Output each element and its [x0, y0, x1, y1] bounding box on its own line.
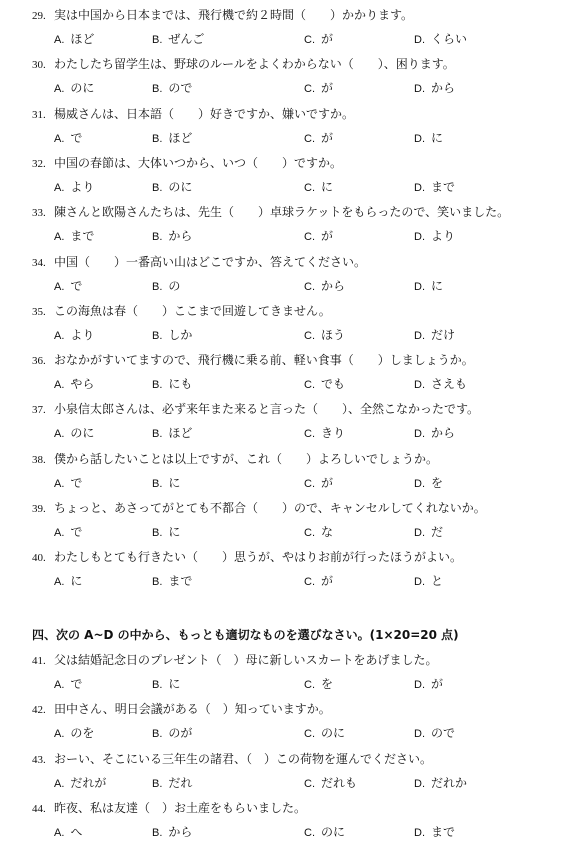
- option-letter: D.: [414, 132, 425, 145]
- option-text: に: [168, 475, 181, 490]
- question-line: [32, 799, 572, 817]
- option-letter: A.: [54, 34, 65, 46]
- option-text: ほう: [321, 327, 346, 342]
- option-text: で: [70, 278, 83, 293]
- option-text: より: [70, 327, 95, 342]
- option-text: で: [70, 525, 83, 539]
- option-letter: A.: [54, 777, 65, 790]
- question-number: 32.: [32, 157, 46, 170]
- option-d[interactable]: [414, 572, 443, 591]
- option-d[interactable]: [414, 79, 455, 98]
- option-letter: A.: [54, 83, 65, 96]
- option-letter: A.: [54, 181, 65, 194]
- option-a[interactable]: [54, 572, 82, 591]
- option-b[interactable]: [152, 724, 192, 743]
- option-c[interactable]: [304, 424, 345, 443]
- option-text: のに: [70, 426, 95, 441]
- question-line: [32, 55, 572, 73]
- option-text: が: [321, 229, 334, 244]
- option-letter: D.: [414, 83, 425, 96]
- option-a[interactable]: [54, 326, 94, 345]
- option-letter: A.: [54, 527, 65, 539]
- option-letter: C.: [304, 181, 315, 194]
- option-text: ので: [431, 726, 456, 741]
- option-text: と: [431, 574, 444, 589]
- question-number: 36.: [32, 355, 46, 368]
- option-letter: D.: [414, 777, 425, 790]
- answer-options: [32, 129, 572, 147]
- option-text: から: [168, 824, 193, 839]
- option-text: しか: [168, 327, 193, 342]
- option-a[interactable]: [54, 375, 94, 394]
- question: [32, 400, 572, 442]
- option-a[interactable]: [54, 277, 82, 296]
- option-b[interactable]: [152, 523, 180, 542]
- question-number: 35.: [32, 305, 46, 318]
- question: [32, 651, 572, 693]
- question-number: 30.: [32, 59, 46, 72]
- option-text: まで: [431, 824, 456, 839]
- option-a[interactable]: [54, 823, 82, 842]
- option-a[interactable]: [54, 474, 82, 493]
- question-line: [32, 400, 572, 418]
- option-b[interactable]: [152, 178, 192, 197]
- option-letter: B.: [152, 379, 163, 392]
- question-number: 40.: [32, 552, 46, 565]
- question-line: [32, 6, 572, 24]
- option-letter: C.: [304, 527, 315, 539]
- question-line: [32, 499, 572, 517]
- question-line: [32, 651, 572, 669]
- option-letter: C.: [304, 329, 315, 342]
- answer-options: [32, 227, 572, 245]
- question: [32, 253, 572, 295]
- question-number: 31.: [32, 108, 46, 121]
- option-b[interactable]: [152, 326, 192, 345]
- option-c[interactable]: [304, 79, 333, 98]
- question-text: 父は結婚記念日のプレゼント（ ）母に新しいスカートをあげました。: [54, 653, 438, 667]
- option-text: の: [168, 278, 181, 293]
- option-text: より: [70, 179, 95, 194]
- option-letter: A.: [54, 576, 65, 589]
- question-number: 39.: [32, 503, 46, 515]
- option-text: で: [70, 475, 83, 490]
- option-b[interactable]: [152, 424, 192, 443]
- question-line: [32, 253, 572, 271]
- option-text: から: [431, 81, 456, 96]
- option-letter: D.: [414, 181, 425, 194]
- question-text: 中国の春節は、大体いつから、いつ（ ）ですか。: [54, 155, 343, 170]
- option-letter: B.: [152, 477, 163, 490]
- option-text: まで: [431, 179, 456, 194]
- answer-options: [32, 178, 572, 196]
- option-d[interactable]: [414, 326, 455, 345]
- question-line: [32, 450, 572, 468]
- option-d[interactable]: [414, 424, 455, 443]
- option-letter: D.: [414, 379, 425, 392]
- option-text: のに: [321, 824, 346, 839]
- question: [32, 105, 572, 147]
- option-letter: C.: [304, 576, 315, 589]
- option-letter: B.: [152, 83, 163, 96]
- option-text: を: [321, 677, 334, 691]
- answer-options: [32, 375, 572, 393]
- option-c[interactable]: [304, 326, 345, 345]
- option-text: ぜんご: [168, 32, 205, 46]
- option-letter: C.: [304, 826, 315, 839]
- answer-options: [32, 474, 572, 492]
- option-letter: A.: [54, 379, 65, 392]
- option-letter: C.: [304, 280, 315, 293]
- option-letter: C.: [304, 231, 315, 244]
- option-a[interactable]: [54, 675, 82, 694]
- option-c[interactable]: [304, 675, 333, 694]
- option-letter: D.: [414, 576, 425, 589]
- answer-options: [32, 823, 572, 841]
- option-text: のに: [321, 726, 346, 741]
- question-text: 昨夜、私は友達（ ）お土産をもらいました。: [54, 800, 307, 815]
- option-letter: D.: [414, 527, 425, 539]
- question-text: 実は中国から日本までは、飛行機で約２時間（ ）かかります。: [54, 8, 414, 22]
- option-letter: C.: [304, 477, 315, 490]
- option-b[interactable]: [152, 375, 192, 394]
- option-letter: C.: [304, 679, 315, 691]
- option-c[interactable]: [304, 375, 345, 394]
- question-text: 陳さんと欧陽さんたちは、先生（ ）卓球ラケットをもらったので、笑いました。: [54, 205, 510, 220]
- option-letter: A.: [54, 679, 65, 691]
- option-b[interactable]: [152, 30, 204, 49]
- option-text: で: [70, 130, 83, 145]
- answer-options: [32, 675, 572, 693]
- answer-options: [32, 326, 572, 344]
- option-letter: C.: [304, 777, 315, 790]
- question-text: 僕から話したいことは以上ですが、これ（ ）よろしいでしょうか。: [54, 451, 439, 466]
- option-c[interactable]: [304, 277, 345, 296]
- option-d[interactable]: [414, 30, 467, 49]
- question-text: 小泉信太郎さんは、必ず来年また来ると言った（ ）、全然こなかったです。: [54, 402, 480, 417]
- option-letter: B.: [152, 231, 163, 244]
- question-line: [32, 105, 572, 123]
- option-text: に: [70, 574, 83, 589]
- option-letter: D.: [414, 477, 425, 490]
- option-d[interactable]: [414, 178, 455, 197]
- option-text: から: [321, 278, 346, 293]
- question-number: 42.: [32, 704, 46, 717]
- option-a[interactable]: [54, 79, 94, 98]
- section-4-heading: 四、次の A~D の中から、もっとも適切なものを選びなさい。(1×20=20 点): [32, 628, 459, 642]
- option-d[interactable]: [414, 675, 443, 694]
- answer-options: [32, 724, 572, 742]
- option-text: が: [321, 130, 334, 145]
- option-letter: B.: [152, 728, 163, 741]
- option-letter: C.: [304, 132, 315, 145]
- option-text: のに: [70, 81, 95, 96]
- question-number: 34.: [32, 256, 46, 269]
- option-letter: C.: [304, 379, 315, 392]
- option-text: に: [431, 130, 444, 145]
- option-letter: A.: [54, 728, 65, 741]
- option-text: に: [168, 677, 181, 691]
- option-c[interactable]: [304, 823, 345, 842]
- option-text: から: [168, 229, 193, 244]
- option-text: だれも: [321, 775, 358, 790]
- option-text: な: [321, 525, 334, 539]
- option-text: だ: [431, 525, 444, 539]
- option-a[interactable]: [54, 724, 94, 743]
- option-text: が: [321, 32, 334, 46]
- option-letter: A.: [54, 231, 65, 244]
- option-letter: C.: [304, 428, 315, 441]
- option-c[interactable]: [304, 129, 333, 148]
- question-line: [32, 351, 572, 369]
- option-b[interactable]: [152, 572, 192, 591]
- option-text: のが: [168, 726, 193, 741]
- option-text: で: [70, 677, 83, 691]
- option-letter: B.: [152, 329, 163, 342]
- option-text: が: [321, 81, 334, 96]
- question-text: わたしもとても行きたい（ ）思うが、やはりお前が行ったほうがよい。: [54, 550, 463, 565]
- option-text: だれ: [168, 775, 193, 790]
- option-a[interactable]: [54, 227, 94, 246]
- question: [32, 55, 572, 97]
- option-d[interactable]: [414, 375, 467, 394]
- question: [32, 6, 572, 48]
- option-text: のに: [168, 179, 193, 194]
- option-letter: D.: [414, 728, 425, 741]
- option-d[interactable]: [414, 277, 443, 296]
- option-letter: B.: [152, 132, 163, 145]
- option-letter: B.: [152, 280, 163, 293]
- option-letter: D.: [414, 231, 425, 244]
- option-b[interactable]: [152, 774, 192, 793]
- answer-options: [32, 30, 572, 48]
- option-d[interactable]: [414, 523, 443, 542]
- question: [32, 154, 572, 196]
- option-letter: A.: [54, 477, 65, 490]
- question: [32, 548, 572, 590]
- option-letter: A.: [54, 329, 65, 342]
- option-letter: D.: [414, 679, 425, 691]
- question-text: おなかがすいてますので、飛行機に乗る前、軽い食事（ ）しましょうか。: [54, 353, 474, 368]
- option-a[interactable]: [54, 523, 82, 542]
- question-text: 田中さん、明日会議がある（ ）知っていますか。: [54, 702, 331, 717]
- option-text: さえも: [431, 377, 468, 392]
- question-line: [32, 203, 572, 221]
- option-text: が: [321, 574, 334, 589]
- answer-options: [32, 277, 572, 295]
- option-text: ほど: [168, 130, 193, 145]
- question: [32, 750, 572, 792]
- option-b[interactable]: [152, 277, 180, 296]
- option-c[interactable]: [304, 774, 357, 793]
- option-text: より: [431, 229, 456, 244]
- option-letter: D.: [414, 826, 425, 839]
- question-number: 43.: [32, 753, 46, 766]
- question: [32, 499, 572, 541]
- question-text: この海魚は春（ ）ここまで回遊してきません。: [54, 303, 331, 318]
- option-b[interactable]: [152, 79, 192, 98]
- question-text: ちょっと、あさってがとても不都合（ ）ので、キャンセルしてくれないか。: [54, 501, 486, 515]
- option-text: ので: [168, 81, 193, 96]
- question-number: 41.: [32, 655, 46, 667]
- question-text: おーい、そこにいる三年生の諸君、（ ）この荷物を運んでください。: [54, 751, 433, 766]
- option-b[interactable]: [152, 227, 192, 246]
- question-text: わたしたち留学生は、野球のルールをよくわからない（ ）、困ります。: [54, 57, 455, 72]
- option-letter: B.: [152, 576, 163, 589]
- option-a[interactable]: [54, 424, 94, 443]
- option-letter: A.: [54, 280, 65, 293]
- question-text: 中国（ ）一番高い山はどこですか、答えてください。: [54, 254, 367, 269]
- option-text: に: [321, 179, 334, 194]
- question-line: [32, 750, 572, 768]
- question-number: 37.: [32, 404, 46, 417]
- answer-options: [32, 774, 572, 792]
- option-letter: D.: [414, 329, 425, 342]
- option-d[interactable]: [414, 474, 443, 493]
- question: [32, 203, 572, 245]
- question-line: [32, 700, 572, 718]
- question-line: [32, 548, 572, 566]
- option-b[interactable]: [152, 129, 192, 148]
- option-c[interactable]: [304, 572, 333, 591]
- option-a[interactable]: [54, 774, 106, 793]
- option-c[interactable]: [304, 227, 333, 246]
- question: [32, 450, 572, 492]
- option-text: に: [168, 525, 181, 539]
- option-c[interactable]: [304, 724, 345, 743]
- option-b[interactable]: [152, 474, 180, 493]
- question: [32, 351, 572, 393]
- question: [32, 302, 572, 344]
- option-letter: B.: [152, 826, 163, 839]
- option-c[interactable]: [304, 30, 333, 49]
- option-text: が: [431, 677, 444, 691]
- question-number: 38.: [32, 453, 46, 466]
- option-text: にも: [168, 377, 193, 392]
- option-b[interactable]: [152, 823, 192, 842]
- question-number: 29.: [32, 10, 46, 22]
- option-text: ほど: [70, 32, 95, 46]
- option-letter: B.: [152, 679, 163, 691]
- option-text: まで: [168, 574, 193, 589]
- option-d[interactable]: [414, 724, 455, 743]
- option-letter: B.: [152, 428, 163, 441]
- option-text: きり: [321, 426, 346, 441]
- option-text: くらい: [431, 32, 468, 46]
- option-text: から: [431, 426, 456, 441]
- option-c[interactable]: [304, 474, 333, 493]
- option-text: だけ: [431, 327, 456, 342]
- option-a[interactable]: [54, 129, 82, 148]
- answer-options: [32, 523, 572, 541]
- option-d[interactable]: [414, 774, 467, 793]
- option-letter: C.: [304, 83, 315, 96]
- option-d[interactable]: [414, 227, 455, 246]
- option-d[interactable]: [414, 129, 443, 148]
- option-d[interactable]: [414, 823, 455, 842]
- answer-options: [32, 572, 572, 590]
- option-letter: A.: [54, 428, 65, 441]
- option-letter: C.: [304, 34, 315, 46]
- option-c[interactable]: [304, 523, 333, 542]
- option-letter: D.: [414, 280, 425, 293]
- option-letter: B.: [152, 181, 163, 194]
- option-letter: B.: [152, 34, 163, 46]
- option-text: ほど: [168, 426, 193, 441]
- option-text: だれか: [431, 775, 468, 790]
- option-letter: C.: [304, 728, 315, 741]
- option-letter: B.: [152, 527, 163, 539]
- option-b[interactable]: [152, 675, 180, 694]
- option-a[interactable]: [54, 30, 94, 49]
- option-text: やら: [70, 377, 95, 392]
- question: [32, 799, 572, 841]
- option-text: に: [431, 278, 444, 293]
- option-text: まで: [70, 229, 95, 244]
- answer-options: [32, 424, 572, 442]
- question-text: 楊威さんは、日本語（ ）好きですか、嫌いですか。: [54, 106, 355, 121]
- question-line: [32, 154, 572, 172]
- option-letter: D.: [414, 428, 425, 441]
- option-letter: B.: [152, 777, 163, 790]
- option-letter: A.: [54, 132, 65, 145]
- answer-options: [32, 79, 572, 97]
- question-line: [32, 302, 572, 320]
- option-text: を: [431, 475, 444, 490]
- option-text: が: [321, 475, 334, 490]
- option-text: のを: [70, 726, 95, 741]
- option-a[interactable]: [54, 178, 94, 197]
- option-letter: D.: [414, 34, 425, 46]
- option-text: でも: [321, 377, 346, 392]
- option-text: だれが: [70, 775, 107, 790]
- option-c[interactable]: [304, 178, 333, 197]
- question-number: 33.: [32, 207, 46, 220]
- option-letter: A.: [54, 826, 65, 839]
- question-number: 44.: [32, 802, 46, 815]
- question: [32, 700, 572, 742]
- option-text: へ: [70, 824, 83, 839]
